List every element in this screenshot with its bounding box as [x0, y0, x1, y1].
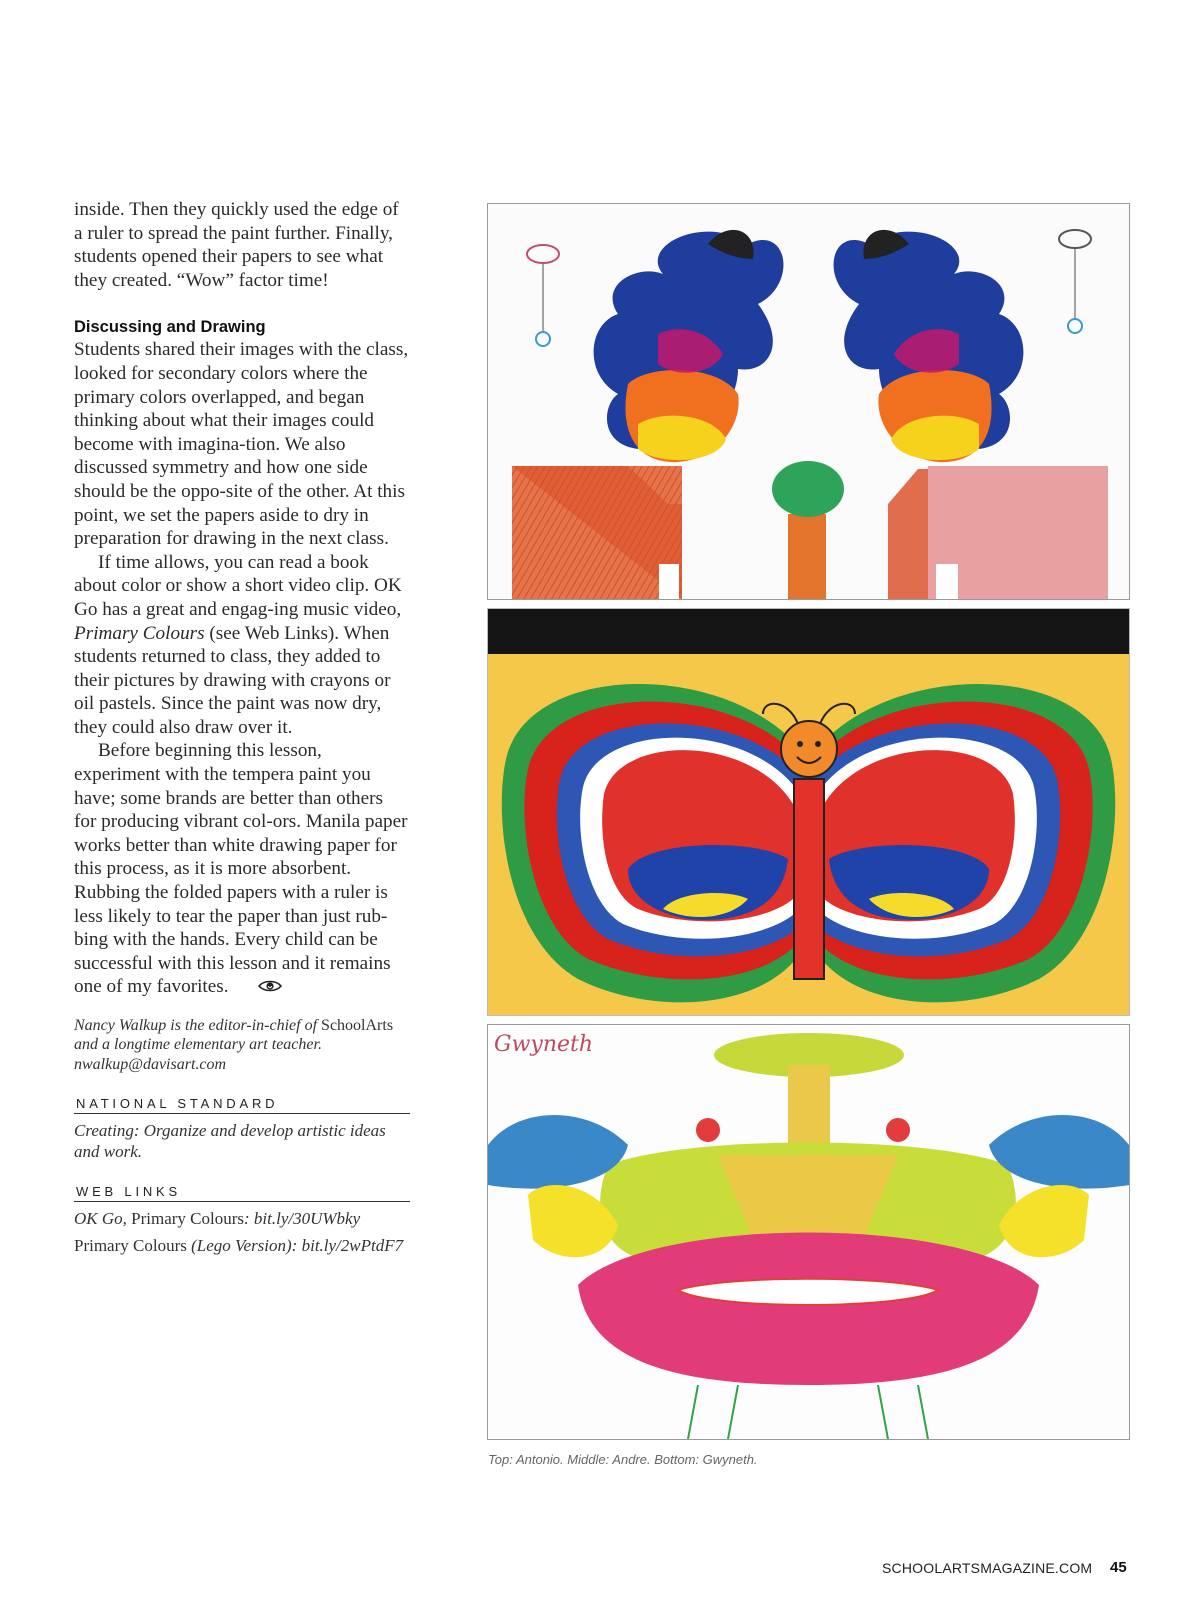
artwork-middle-butterfly [487, 608, 1130, 1016]
paragraph-before-beginning-text: Before beginning this lesson, experiment with the tempera paint you have; some brands are better than others for producing vibrant col-ors. Manila paper works better than white drawing paper for this process, as it is more absorbent. Rubbing the folded papers with a ruler is less likely to tear the paper than just rub-bing with the hands. Every child can be successful with this lesson and it remains one of my favorites. [74, 740, 408, 998]
web-links-label: WEB LINKS [74, 1184, 410, 1202]
artwork-bottom-face [487, 1024, 1130, 1440]
figure-caption: Top: Antonio. Middle: Andre. Bottom: Gwyneth. [488, 1452, 758, 1467]
article-body [74, 198, 410, 1000]
web-link-1-c: : bit.ly/30UWbky [244, 1209, 361, 1229]
footer-website: SCHOOLARTSMAGAZINE.COM [882, 1560, 1093, 1576]
article-column [74, 198, 410, 1256]
paragraph-before-beginning [74, 739, 410, 999]
paragraph-discussing: Students shared their images with the class, looked for secondary colors where the primary colors overlapped, and began thinking about what their images could become with imagina-tion. We also discussed symmetry and how one side should be the oppo-site of the other. At this point, we set the papers aside to dry in preparation for drawing in the next class. [74, 339, 409, 550]
page-number: 45 [1110, 1559, 1127, 1576]
web-link-lego[interactable] [74, 1235, 410, 1256]
author-bio [74, 1016, 410, 1075]
web-link-1-a: OK Go, [74, 1209, 132, 1229]
subhead-discussing-drawing: Discussing and Drawing [74, 318, 266, 337]
paragraph-time-allows-b: (see Web Links). When students returned to class, they added to their pictures by drawing with crayons or oil pastels. Since the paint was now dry, they could also draw over it. [74, 622, 391, 738]
web-link-2-b: (Lego Version): bit.ly/2wPtdF7 [186, 1236, 404, 1256]
intro-paragraph: inside. Then they quickly used the edge of a ruler to spread the paint further. Finally, students opened their papers to see what they created. “Wow” factor time! [74, 199, 399, 291]
artwork-top-houses [487, 203, 1130, 600]
bio-magazine-name: SchoolArts [321, 1016, 394, 1034]
bio-part-3: and a longtime elementary art teacher. nwalkup@davisart.com [74, 1036, 322, 1073]
national-standard-label: NATIONAL STANDARD [74, 1096, 410, 1114]
artwork-signature: Gwyneth [494, 1032, 594, 1057]
artwork-top-image [488, 204, 1129, 599]
artwork-bottom-image [488, 1025, 1129, 1439]
national-standard-text [74, 1120, 410, 1162]
national-standard-italic: Creating: Organize and develop artistic ideas and work. [74, 1121, 386, 1162]
paragraph-time-allows [74, 551, 410, 740]
web-link-2-a: Primary Colours [74, 1236, 187, 1256]
bio-part-1: Nancy Walkup is the editor-in-chief of [74, 1016, 322, 1034]
web-link-1-b: Primary Colours [131, 1209, 245, 1229]
video-title: Primary Colours [74, 622, 205, 644]
artwork-middle-image [488, 609, 1129, 1015]
paragraph-time-allows-a: If time allows, you can read a book about color or show a short video clip. OK Go has a great and engag-ing music video, [74, 551, 402, 620]
web-link-ok-go[interactable] [74, 1208, 410, 1229]
web-links-list [74, 1208, 410, 1256]
eye-spiral-icon [233, 976, 283, 1000]
